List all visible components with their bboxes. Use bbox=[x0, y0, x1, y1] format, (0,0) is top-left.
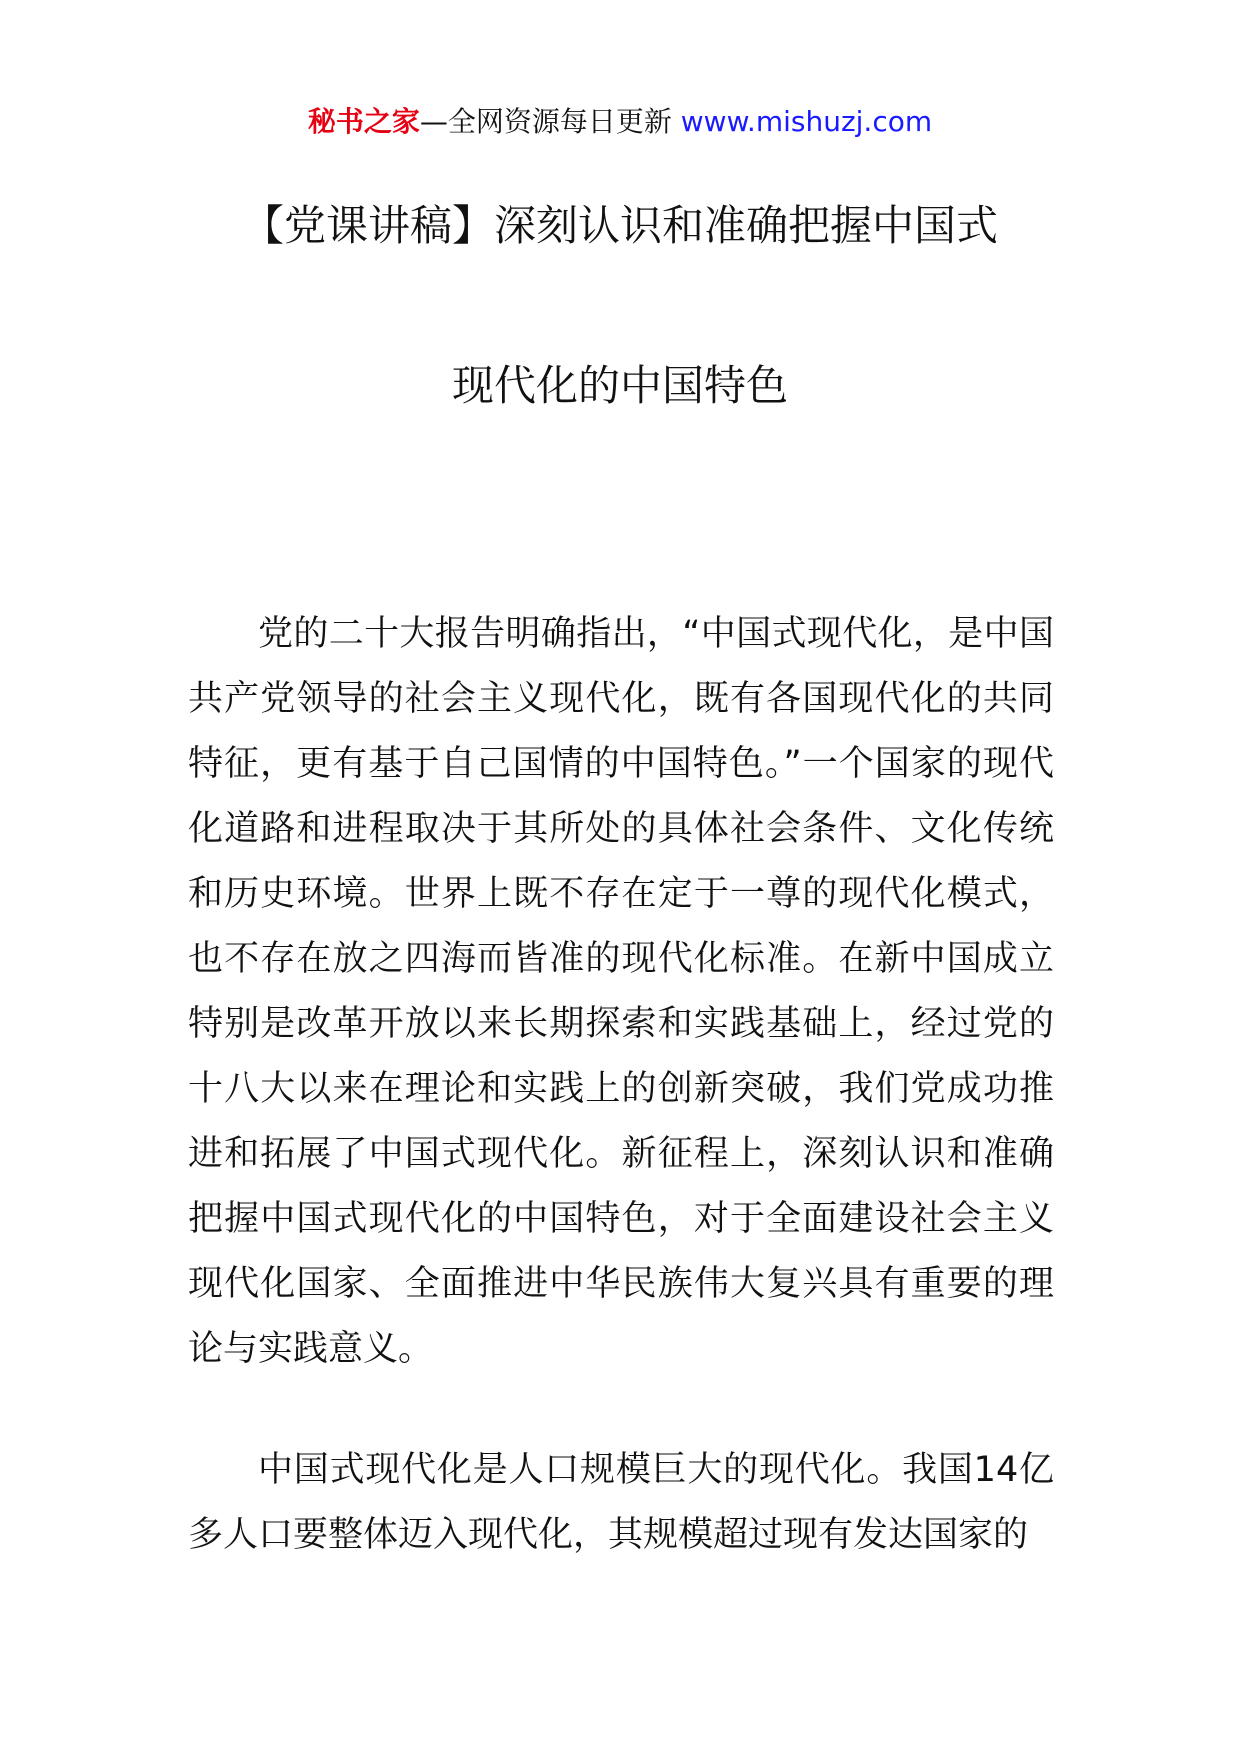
site-header bbox=[0, 102, 1240, 142]
body-paragraph: 中国式现代化是人口规模巨大的现代化。我国14亿多人口要整体迈入现代化，其规模超过现有发达国家的 bbox=[188, 1450, 1054, 1555]
site-url-link[interactable]: www.mishuzj.com bbox=[680, 105, 933, 138]
document-title-line-1: 【党课讲稿】深刻认识和准确把握中国式 bbox=[241, 201, 998, 250]
body-paragraph: 党的二十大报告明确指出，“中国式现代化，是中国共产党领导的社会主义现代化，既有各国现代化的共同特征，更有基于自己国情的中国特色。”一个国家的现代化道路和进程取决于其所处的具体社会条件、文化传统和历史环境。世界上既不存在定于一尊的现代化模式，也不存在放之四海而皆准的现代化标准。在新中国成立特别是改革开放以来长期探索和实践基础上，经过党的十八大以来在理论和实践上的创新突破，我们党成功推进和拓展了中国式现代化。新征程上，深刻认识和准确把握中国式现代化的中国特色，对于全面建设社会主义现代化国家、全面推进中华民族伟大复兴具有重要的理论与实践意义。 bbox=[188, 614, 1054, 1369]
site-tagline: —全网资源每日更新 bbox=[419, 105, 681, 138]
document-title-line-2: 现代化的中国特色 bbox=[451, 361, 788, 410]
document-body bbox=[188, 602, 1054, 1624]
brand-name: 秘书之家 bbox=[307, 105, 420, 138]
